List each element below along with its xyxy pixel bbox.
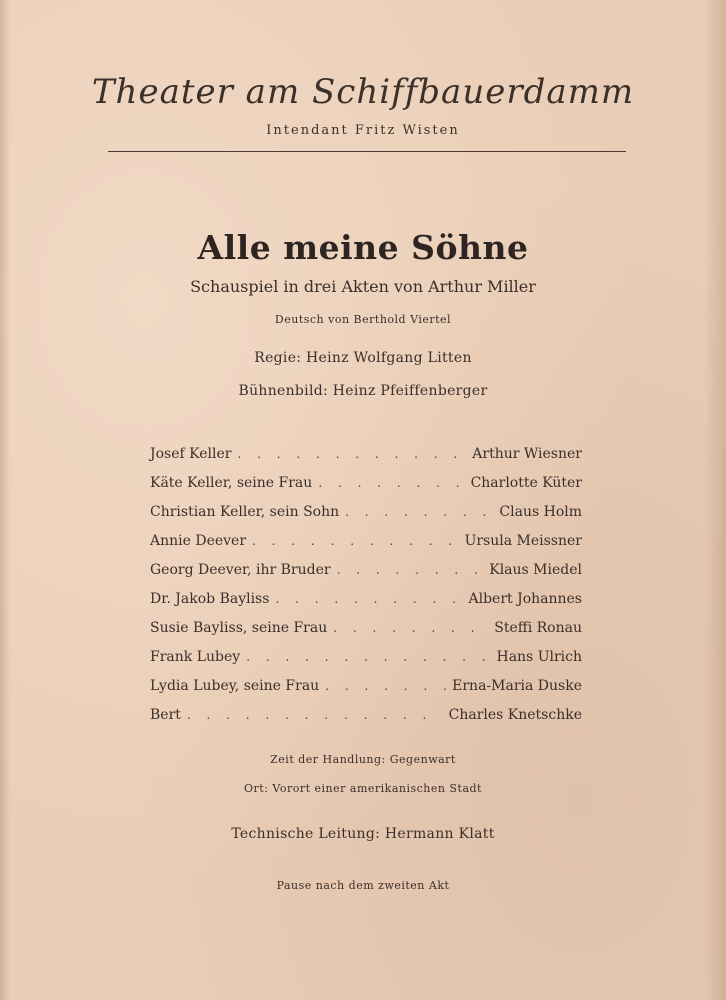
cast-actor: Steffi Ronau	[494, 620, 582, 636]
intermission-note: Pause nach dem zweiten Akt	[276, 879, 450, 892]
cast-list	[150, 446, 582, 736]
cast-actor: Charles Knetschke	[448, 707, 582, 723]
cast-row	[150, 446, 582, 475]
cast-row	[150, 504, 582, 533]
cast-row	[150, 533, 582, 562]
cast-actor: Ursula Meissner	[464, 533, 582, 549]
leader-dots	[325, 679, 446, 693]
cast-actor: Hans Ulrich	[496, 649, 582, 665]
cast-role: Susie Bayliss, seine Frau	[150, 620, 328, 636]
time-of-action: Zeit der Handlung: Gegenwart	[270, 753, 456, 766]
cast-row	[150, 562, 582, 591]
cast-role: Bert	[150, 707, 181, 723]
cast-actor: Albert Johannes	[468, 591, 582, 607]
cast-role: Annie Deever	[150, 533, 247, 549]
leader-dots	[337, 563, 484, 577]
cast-row	[150, 649, 582, 678]
leader-dots	[333, 621, 488, 635]
leader-dots	[246, 650, 490, 664]
cast-role: Frank Lubey	[150, 649, 241, 665]
cast-role: Christian Keller, sein Sohn	[150, 504, 340, 520]
place-of-action: Ort: Vorort einer amerikanischen Stadt	[244, 782, 482, 795]
header-divider	[108, 151, 626, 152]
cast-role: Dr. Jakob Bayliss	[150, 591, 270, 607]
cast-role: Josef Keller	[150, 446, 232, 462]
cast-row	[150, 678, 582, 707]
cast-role: Lydia Lubey, seine Frau	[150, 678, 320, 694]
paper-edge-shadow-left	[0, 0, 10, 1000]
theater-name: Theater am Schiffbauerdamm	[91, 72, 635, 112]
cast-row	[150, 707, 582, 736]
cast-row	[150, 475, 582, 504]
paper-edge-shadow-right	[704, 0, 726, 1000]
leader-dots	[252, 534, 459, 548]
leader-dots	[345, 505, 493, 519]
cast-role: Käte Keller, seine Frau	[150, 475, 313, 491]
director-credit: Regie: Heinz Wolfgang Litten	[254, 350, 472, 366]
translation-credit: Deutsch von Berthold Viertel	[274, 313, 452, 326]
cast-row	[150, 591, 582, 620]
leader-dots	[237, 447, 466, 461]
cast-actor: Arthur Wiesner	[472, 446, 582, 462]
cast-role: Georg Deever, ihr Bruder	[150, 562, 331, 578]
leader-dots	[187, 708, 443, 722]
play-subtitle: Schauspiel in drei Akten von Arthur Miller	[190, 277, 536, 296]
cast-row	[150, 620, 582, 649]
cast-actor: Charlotte Küter	[470, 475, 582, 491]
intendant-line: Intendant Fritz Wisten	[266, 123, 460, 138]
leader-dots	[318, 476, 464, 490]
cast-actor: Klaus Miedel	[489, 562, 582, 578]
stage-design-credit: Bühnenbild: Heinz Pfeiffenberger	[238, 383, 488, 399]
cast-actor: Claus Holm	[499, 504, 582, 520]
leader-dots	[275, 592, 462, 606]
technical-direction: Technische Leitung: Hermann Klatt	[231, 826, 495, 842]
play-title: Alle meine Söhne	[197, 228, 529, 267]
cast-actor: Erna-Maria Duske	[452, 678, 582, 694]
